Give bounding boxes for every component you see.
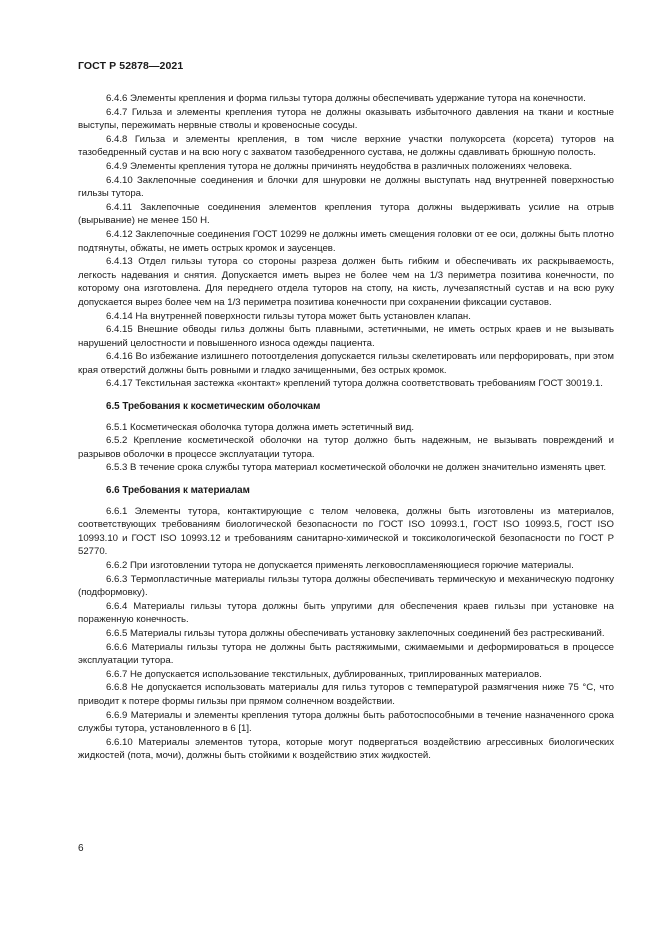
clause-paragraph: 6.6.7 Не допускается использование текстильных, дублированных, триплированных материалов. [106,668,542,680]
clause-paragraph: 6.6.3 Термопластичные материалы гильзы тутора должны обеспечивать термическую и механическую подгонку (подформовку). [78,573,614,599]
clause-paragraph: 6.6.8 Не допускается использовать материалы для гильз туторов с температурой размягчения ниже 75 °С, что приводит к потере формы гильзы при прямом солнечном воздействии. [78,682,614,707]
clause-paragraph: 6.4.10 Заклепочные соединения и блочки для шнуровки не должны выступать над внутренней поверхностью гильзы тутора. [78,174,614,200]
clause-paragraph: 6.4.15 Внешние обводы гильз должны быть плавными, эстетичными, не иметь острых краев и не вызывать нарушений целостности и повышенного износа одежды пациента. [78,324,614,349]
clause-paragraph: 6.6.9 Материалы и элементы крепления тутора должны быть работоспособными в течение назначенного срока службы тутора, установленного в 6 [1]. [78,709,614,735]
clause-paragraph: 6.5.1 Косметическая оболочка тутора должна иметь эстетичный вид. [106,421,415,433]
clause-paragraph: 6.4.12 Заклепочные соединения ГОСТ 10299 не должны иметь смещения головки от ее оси, должны быть плотно подтянуты, обжаты, не иметь острых кромок и заусенцев. [78,228,614,254]
section-title: 6.5 Требования к косметическим оболочкам [106,401,321,413]
clause-paragraph: 6.4.9 Элементы крепления тутора не должны причинять неудобства в различных положениях человека. [106,160,573,172]
clause-paragraph: 6.6.4 Материалы гильзы тутора должны быть упругими для обеспечения краев гильзы при установке на пораженную конечность. [78,600,614,626]
clause-paragraph: 6.4.6 Элементы крепления и форма гильзы тутора должны обеспечивать удержание тутора на конечности. [106,93,586,104]
document-body [78,92,614,763]
clause-paragraph: 6.6.10 Материалы элементов тутора, которые могут подвергаться воздействию агрессивных биологических жидкостей (пота, мочи), должны быть стойкими к воздействию этих жидкостей. [78,736,614,762]
clause-paragraph: 6.4.7 Гильза и элементы крепления тутора не должны оказывать избыточного давления на ткани и костные выступы, пережимать нервные стволы и кровеносные сосуды. [78,106,614,132]
clause-paragraph: 6.4.14 На внутренней поверхности гильзы тутора может быть установлен клапан. [106,310,471,322]
clause-paragraph: 6.6.2 При изготовлении тутора не допускается применять легковоспламеняющиеся горючие материалы. [106,560,574,571]
clause-paragraph: 6.6.1 Элементы тутора, контактирующие с телом человека, должны быть изготовлены из материалов, соответствующих требованиям биологической безопасности по ГОСТ ISO 10993.1, ГОСТ ISO 10993.5, ГОСТ ISO 10993.10 и ГОСТ ISO 10993.12 и требованиям санитарно-химической и токсикологической безопасности по ГОСТ Р 52770. [78,505,614,558]
clause-paragraph: 6.4.13 Отдел гильзы тутора со стороны разреза должен быть гибким и обеспечивать их раскрываемость, легкость надевания и снятия. Допускается иметь вырез не более чем на 1/3 периметра позитива конечности, по которому она изготовлена. Для переднего отдела туторов на стопу, на кисть, лучезапястный сустав и на всю руку допускается вырез более чем на 1/3 периметра позитива конечности при сохранении фиксации суставов. [78,256,614,308]
clause-paragraph: 6.6.6 Материалы гильзы тутора не должны быть растяжимыми, сжимаемыми и деформироваться в процессе эксплуатации тутора. [78,641,614,667]
clause-paragraph: 6.4.8 Гильза и элементы крепления, в том числе верхние участки полукорсета (корсета) туторов на тазобедренный сустав и на всю ногу с захватом тазобедренного сустава, не должны сдавливать брюшную полость. [78,133,614,159]
clause-paragraph: 6.6.5 Материалы гильзы тутора должны обеспечивать установку заклепочных соединений без растрескиваний. [106,627,605,639]
standard-header: ГОСТ Р 52878—2021 [78,60,184,72]
clause-paragraph: 6.4.16 Во избежание излишнего потоотделения допускается гильзы скелетировать или перфорировать, при этом края отверстий должны быть ровными и гладко зачищенными, без острых кромок. [78,351,614,376]
section-title: 6.6 Требования к материалам [106,485,250,497]
page-number: 6 [78,843,84,854]
clause-paragraph: 6.5.3 В течение срока службы тутора материал косметической оболочки не должен значительно изменять цвет. [106,462,607,474]
clause-paragraph: 6.4.11 Заклепочные соединения элементов крепления тутора должны выдерживать усилие на отрыв (вырывание) не менее 150 Н. [78,201,614,227]
clause-paragraph: 6.4.17 Текстильная застежка «контакт» креплений тутора должна соответствовать требованиям ГОСТ 30019.1. [106,378,603,390]
clause-paragraph: 6.5.2 Крепление косметической оболочки на тутор должно быть надежным, не вызывать повреждений и разрывов оболочки в процессе эксплуатации тутора. [78,435,614,460]
